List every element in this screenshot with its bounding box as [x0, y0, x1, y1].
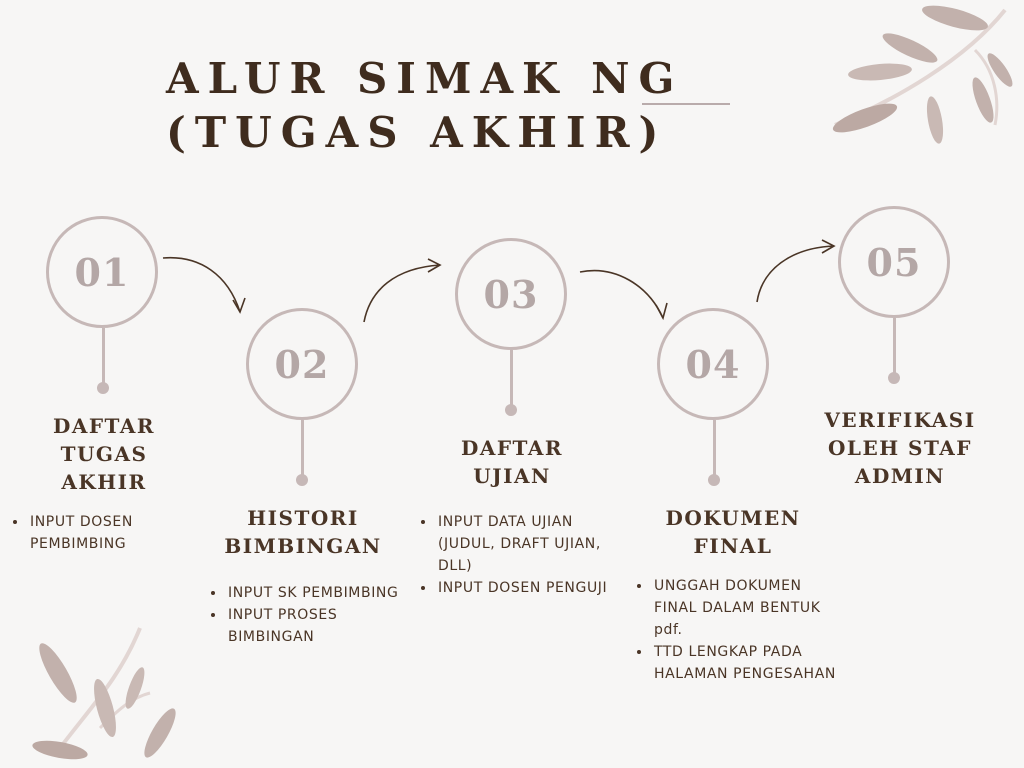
title-underline — [642, 103, 730, 105]
step-2-label: HISTORI BIMBINGAN — [224, 506, 382, 558]
step-3-bullets — [416, 511, 636, 599]
step-1-number: 01 — [74, 249, 130, 295]
step-1-label: DAFTAR TUGAS AKHIR — [53, 414, 155, 494]
step-4-connector — [713, 420, 716, 475]
step-5-circle — [838, 206, 950, 318]
step-3-connector — [510, 350, 513, 405]
list-item: • TTD LENGKAP PADA HALAMAN PENGESAHAN — [652, 641, 848, 685]
step-1-bullets — [8, 511, 188, 555]
step-2-circle — [246, 308, 358, 420]
step-5-number: 05 — [866, 239, 922, 285]
list-item: • INPUT DATA UJIAN (JUDUL, DRAFT UJIAN, DLL) — [436, 511, 616, 577]
step-5-connector — [893, 318, 896, 373]
step-3-label: DAFTAR UJIAN — [461, 436, 563, 488]
title-line-1: ALUR SIMAK NG — [166, 54, 684, 103]
step-2-number: 02 — [274, 341, 330, 387]
step-3-circle — [455, 238, 567, 350]
step-5-dot — [888, 372, 900, 384]
list-item: • INPUT DOSEN PEMBIMBING — [28, 511, 188, 555]
curved-arrow-icon — [757, 240, 834, 302]
step-2-connector — [301, 420, 304, 475]
step-4-circle — [657, 308, 769, 420]
leaf-branch-icon — [31, 628, 181, 763]
step-5-label: VERIFIKASI OLEH STAF ADMIN — [824, 408, 976, 488]
step-2-bullets — [206, 582, 426, 648]
title-line-2: (TUGAS AKHIR) — [166, 108, 668, 157]
step-4-label: DOKUMEN FINAL — [665, 506, 801, 558]
step-1-circle — [46, 216, 158, 328]
step-2-dot — [296, 474, 308, 486]
curved-arrow-icon — [163, 258, 245, 312]
step-1-dot — [97, 382, 109, 394]
list-item: • INPUT SK PEMBIMBING — [226, 582, 426, 604]
curved-arrow-icon — [364, 259, 440, 322]
page-title — [166, 52, 683, 160]
step-4-bullets — [632, 575, 848, 685]
list-item: • INPUT PROSES BIMBINGAN — [226, 604, 348, 648]
curved-arrow-icon — [580, 271, 667, 318]
step-3-number: 03 — [483, 271, 539, 317]
step-4-number: 04 — [685, 341, 741, 387]
step-3-dot — [505, 404, 517, 416]
step-1-connector — [102, 328, 105, 383]
list-item: • UNGGAH DOKUMEN FINAL DALAM BENTUK pdf. — [652, 575, 848, 641]
leaf-branch-icon — [830, 1, 1016, 145]
list-item: • INPUT DOSEN PENGUJI — [436, 577, 636, 599]
step-4-dot — [708, 474, 720, 486]
